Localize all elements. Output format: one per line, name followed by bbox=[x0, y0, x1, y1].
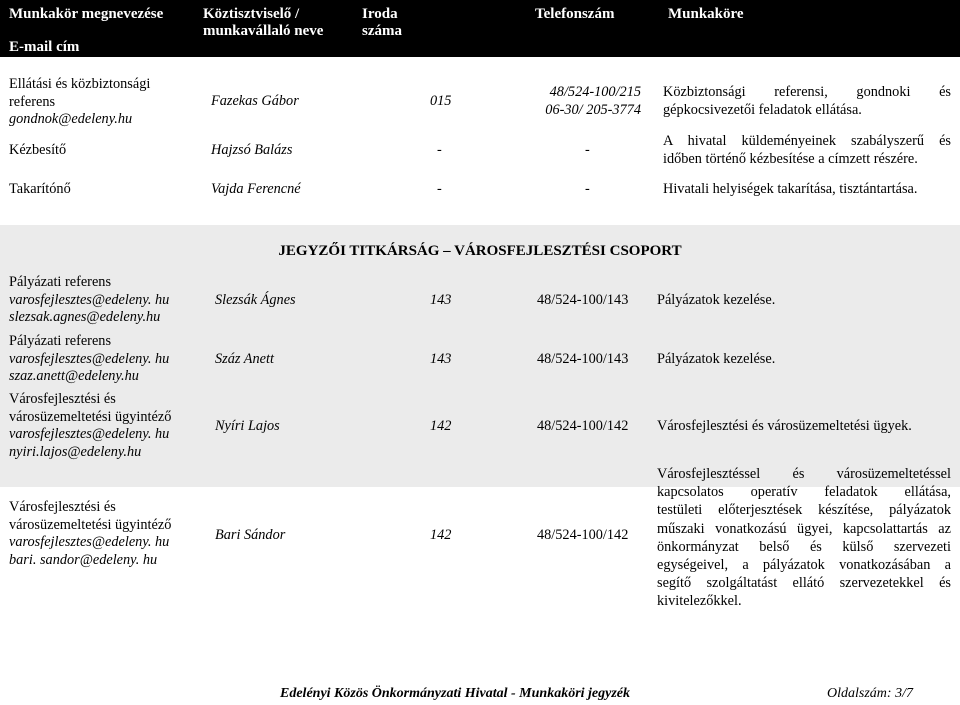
footer-title: Edelényi Közös Önkormányzati Hivatal - Munkaköri jegyzék bbox=[280, 686, 631, 701]
room-number: 143 bbox=[430, 351, 452, 367]
duties: Pályázatok kezelése. bbox=[657, 351, 776, 367]
room-number: 143 bbox=[430, 292, 452, 308]
duties: Hivatali helyiségek takarítása, tisztántartása. bbox=[663, 181, 918, 197]
job-title: Pályázati referens varosfejlesztes@edeleny. hu slezsak.agnes@edeleny.hu bbox=[9, 274, 170, 326]
room-number: - bbox=[437, 181, 442, 197]
header-employee-2: munkavállaló neve bbox=[203, 23, 324, 39]
employee-name: Száz Anett bbox=[215, 351, 274, 367]
phone-number: 48/524-100/143 bbox=[537, 292, 629, 308]
job-title: Kézbesítő bbox=[9, 142, 67, 158]
duties: Pályázatok kezelése. bbox=[657, 292, 776, 308]
phone-number: 48/524-100/142 bbox=[537, 418, 629, 434]
duties: Közbiztonsági referensi, gondnoki és gépkocsivezetői feladatok ellátása. bbox=[663, 84, 951, 118]
employee-name: Vajda Ferencné bbox=[211, 181, 301, 197]
duties: Városfejlesztési és városüzemeltetési ügyek. bbox=[657, 418, 912, 434]
header-room: Iroda bbox=[362, 6, 398, 22]
header-job-title: Munkakör megnevezése bbox=[9, 6, 164, 22]
duties: Városfejlesztéssel és városüzemeltetéssel kapcsolatos operatív feladatok ellátása, testületi előterjesztések készítése, pályázatok műszaki vonatkozású ügyei, kapcsolattartás az önkormányzat belső és külső szervezeti egységeivel, a pályázatok vonatkozásában a segítő szolgáltatást ellátó szervezetekkel és kivitelezőkkel. bbox=[657, 466, 951, 610]
job-title: Takarítónő bbox=[9, 181, 71, 197]
employee-name: Hajzsó Balázs bbox=[211, 142, 293, 158]
table-header bbox=[0, 0, 960, 57]
phone-number: 48/524-100/143 bbox=[537, 351, 629, 367]
header-phone: Telefonszám bbox=[535, 6, 615, 22]
header-duties: Munkaköre bbox=[668, 6, 744, 22]
phone-number: - bbox=[585, 142, 590, 158]
job-title: Városfejlesztési és városüzemeltetési ügyintéző varosfejlesztes@edeleny. hu nyiri.lajos@edeleny.hu bbox=[9, 391, 172, 460]
header-email: E-mail cím bbox=[9, 39, 80, 55]
room-number: 142 bbox=[430, 527, 452, 543]
room-number: - bbox=[437, 142, 442, 158]
job-title: Pályázati referens varosfejlesztes@edeleny. hu szaz.anett@edeleny.hu bbox=[9, 333, 170, 385]
page-value: 3/7 bbox=[895, 686, 913, 701]
employee-name: Bari Sándor bbox=[215, 527, 286, 543]
header-room-2: száma bbox=[362, 23, 402, 39]
employee-name: Slezsák Ágnes bbox=[215, 292, 296, 308]
section-title: JEGYZŐI TITKÁRSÁG – VÁROSFEJLESZTÉSI CSOPORT bbox=[278, 243, 682, 259]
email-address: gondnok@edeleny.hu bbox=[9, 111, 133, 127]
page-label: Oldalszám: bbox=[827, 686, 892, 701]
job-title: Városfejlesztési és városüzemeltetési ügyintéző varosfejlesztes@edeleny. hu bari. sandor@edeleny. hu bbox=[9, 499, 172, 568]
room-number: 142 bbox=[430, 418, 452, 434]
employee-name: Fazekas Gábor bbox=[211, 93, 299, 109]
phone-number: 48/524-100/215 06-30/ 205-3774 bbox=[545, 84, 641, 118]
header-employee: Köztisztviselő / bbox=[203, 6, 300, 22]
employee-name: Nyíri Lajos bbox=[215, 418, 280, 434]
phone-number: 48/524-100/142 bbox=[537, 527, 629, 543]
phone-number: - bbox=[585, 181, 590, 197]
job-title: Ellátási és közbiztonsági referens bbox=[9, 76, 151, 110]
page-number bbox=[827, 686, 913, 702]
room-number: 015 bbox=[430, 93, 452, 109]
duties: A hivatal küldeményeinek szabályszerű és időben történő kézbesítése a címzett részére. bbox=[663, 133, 951, 167]
